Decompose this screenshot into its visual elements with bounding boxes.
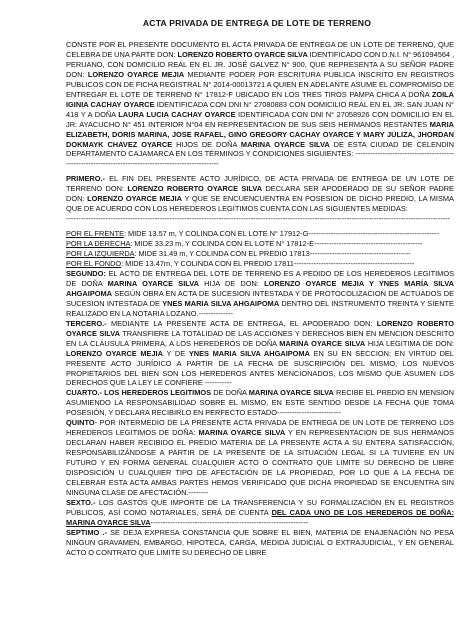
clause-tercero: [66, 319, 454, 389]
text-run: TRANSFIERE LA TOTALIDAD DE LAS ACCIONES Y DERECHOS BIEN EN MENCION DESCRITO EN LA CLÁUSULA PRIMERA, A LOS HEREDEROS DE DOÑA: [66, 328, 454, 348]
clause-segundo: [66, 269, 454, 319]
text-run: IDENTIFICADA CON DNI N° 27080883 CON DOMICILIO REAL EN EL JR: SAN JUAN N° 418 Y A DOÑA: [66, 99, 455, 119]
text-run: DENTRO DEL INSTRUMENTO TREINTA Y SIENTE REALIZADO EN LA NOTARIA LOZANO.--------------: [66, 298, 454, 318]
bold-text-run: DEL CADA UNO DE LOS HEREDEROS DE DOÑA: MARINA OYARCE SILVA: [66, 507, 454, 527]
text-run: HIJOS DE DOÑA: [172, 139, 241, 149]
text-run: DE ESTA CIUDAD DE CELENDIN DEPARTAMENTO CAJAMARCA EN LOS TÉRMINOS Y CONDICIONES SIGUIENTES: ------------------------------------------------------------------------------------------------------: [66, 139, 454, 169]
clause-septimo: [66, 528, 454, 558]
text-run: DE DOÑA: [211, 388, 249, 398]
lindero-frente: [66, 229, 454, 239]
lindero-derecha: [66, 239, 454, 249]
text-run: - POR INTERMEDIO DE LA PRESENTE ACTA PRIVADA DE ENTREGA DE UN LOTE DE TERRENO LOS HEREDEROS LEGITIMOS DE DOÑA:: [66, 418, 454, 438]
text-run: EL ACTO DE ENTREGA DEL LOTE DE TERRENO ES A PEDIDO DE LOS HEREDEROS LEGITIMOS DE DOÑA: [66, 268, 454, 288]
text-run: HIJA DE DON:: [198, 278, 265, 288]
lindero-label: POR EL FONDO: [66, 259, 122, 269]
bold-text-run: LORENZO ROBERTO OYARCE SILVA: [66, 318, 454, 338]
text-run: ----------------------------------------------------------------: [150, 517, 309, 527]
text-run: SE DEJA EXPRESA CONSTANCIA QUE SOBRE EL BIEN, MATERIA DE ENAJENACIÓN NO PESA NINGUN GRAVAMEN, EMBARGO, HIPOTECA, CARGA, MEDIDA JUDICIAL O EXTRAJUDICIAL, Y EN GENERAL ACTO O CONTRATO QUE LIMITE SU DERECHO DE LIBRE: [66, 527, 454, 557]
text-run: IDENTIFICADO CON D.N.I. N° 961094564 , PERUANO, CON DOMICILIO REAL EN EL JR. JOSÉ GALVEZ N° 900, QUE REPRESENTA A SU SEÑOR PADRE DON:: [66, 49, 454, 79]
bold-text-run: QUINTO: [66, 418, 95, 428]
bold-text-run: ZOILA IGINIA CACHAY OYARCE: [66, 89, 454, 109]
lindero-text: : MIDE 31.49 m, Y COLINDA CON EL PREDIO 17813-----------------------------------------: [134, 249, 411, 259]
bold-text-run: LORENZO OYARCE MEJIA: [87, 69, 185, 79]
document-body: [66, 40, 454, 558]
lindero-text: : MIDE 33.23 m, Y COLINDA CON EL LOTE N° 17812-E--------------------------------------------: [130, 239, 423, 249]
lindero-label: POR LA DERECHA: [66, 239, 131, 249]
bold-text-run: MARINA OYARCE SILVA: [248, 388, 334, 398]
clause-primero: [66, 174, 454, 214]
lindero-text: : MIDE 13.57 m, Y COLINDA CON EL LOTE N° 17912-G-----------------------------------------------------: [124, 229, 439, 239]
lindero-label: POR LA IZQUIERDA: [66, 249, 135, 259]
text-run: CONSTE POR EL PRESENTE DOCUMENTO EL ACTA PRIVADA DE ENTREGA DE UN LOTE DE TERRENO, QUE CELEBRA DE UNA PARTE DON:: [66, 40, 454, 59]
bold-text-run: TERCERO.-: [66, 318, 107, 328]
bold-text-run: MARINA OYARCE SILVA: [198, 428, 286, 438]
text-run: MEDIANTE PODER POR ESCRITURA PUBLICA INSCRITO EN REGISTROS PUBLICOS CON DE FICHA REGISTRAL N° 2014-00013721 A QUIEN EN ADELANTE ASUME EL COMPROMISO DE ENTREGAR EL LOTE DE TERRENO N° 17812-F UBICADO EN LOS TRES TIROS PAMPA CHICA A DOÑA: [66, 69, 454, 99]
intro-paragraph: [66, 40, 454, 169]
text-run: DECLARA SER APODERADO DE SU SEÑOR PADRE DON:: [66, 184, 454, 204]
bold-text-run: MARINA OYARCE SILVA: [240, 139, 330, 149]
separator-line: ------------------------------------------------------------------------------------------------------------------------------------------------------------: [66, 214, 450, 224]
lindero-izquierda: [66, 249, 454, 259]
bold-text-run: YNES MARIA SILVA AHGAIPOMA: [188, 348, 310, 358]
bold-text-run: LAURA LUCIA CACHAY OYARCE: [118, 109, 236, 119]
lindero-label: POR EL FRENTE: [66, 229, 125, 239]
bold-text-run: LORENZO ROBERTO OYARCE SILVA: [127, 184, 263, 194]
text-run: RECIBE EL PREDIO EN MENSION ASUMIENDO LA RESPONSABILIDAD SOBRE EL MISMO, EN ESTE SENTIDO DESDE LA FECHA QUE TOMA POSESIÓN, Y DECLARA RECIBIRLO EN PERFECTO ESTADO--------------------------: [66, 388, 454, 418]
bold-text-run: LORENZO OYARCE MEJIA Y YNES MARÍA SILVA AHGAIPOMA: [66, 278, 454, 298]
text-run: EL FIN DEL PRESENTE ACTO JURÍDICO, DE ACTA PRIVADA DE ENTREGA DE UN LOTE DE TERRENO DON:: [66, 174, 454, 194]
text-run: Y DE: [162, 348, 189, 358]
clause-cuarto: [66, 388, 454, 418]
bold-text-run: SEXTO.-: [66, 497, 96, 507]
lindero-fondo: [66, 259, 454, 269]
clause-sexto: [66, 498, 454, 528]
bold-text-run: PRIMERO.-: [66, 174, 106, 184]
text-run: EN SU EN SECCION; EN VIRTUD DEL PRESENTE ACTO JURÍDICO A PARTIR DE LA FECHA DE SUSCRIPCIÓN DEL MISMO, LOS NUEVOS PROPIETARIOS DEL BIEN SON LOS HEREDEROS ANTES MENCIONADOS, LOS MISMO QUE ASUMEN LOS DERECHOS QUE LA LEY LE CONFIERE -----------: [66, 348, 454, 388]
bold-text-run: MARINA OYARCE SILVA: [107, 278, 199, 288]
bold-text-run: LORENZO ROBERTO OYARCE SILVA: [177, 49, 308, 59]
text-run: IDENTIFICADA CON DNI N° 27058926 CON DOMICILIO EN EL JR: AYACUCHO N° 451 INTERIOR N°04 EN REPRESENTACION DE SUS SEIS HERMANOS RESTANTES: [66, 109, 454, 129]
lindero-text: : MIDE 13.47m, Y COLINDA CON EL PREDIO 17811-------------------------------------------------: [121, 259, 415, 269]
bold-text-run: CUARTO.- LOS HEREDEROS LEGITIMOS: [66, 388, 212, 398]
text-run: MEDIANTE LA PRESENTE ACTA DE ENTREGA, EL APODERADO DON:: [106, 318, 377, 328]
bold-text-run: YNES MARIA SILVA AHGAIPOMA: [162, 298, 280, 308]
bold-text-run: SEGUNDO:: [66, 268, 106, 278]
text-run: Y EN REPRESENTACION DE SUS HERMANOS DECLARAN HABER RECIBIDO EL PREDIO MATERIA DE LA PRESENTE ACTA A SU ENTERA SATISFACCIÓN, RESPONSABILIZÁNDOSE A PARTIR DE LA PRESENTE DE LA SITUACIÓN LEGAL SI LA TUVIERE EN UN FUTURO Y EN FORMA GENERAL CUALQUIER ACTO O CONTRATO QUE LIMITE SU DERECHO DE LIBRE DISPOSICIÓN U CUALQUIER TIPO DE AFECTACIÓN DE LA PROPIEDAD, POR LO QUE A LA FECHA DE CELEBRAR ESTA ACTA AMBAS PARTES HEMOS VERIFICADO QUE DICHA PROPIEDAD SE ENCUENTRA SIN NINGUNA CLASE DE AFECTACIÓN.--------: [66, 428, 454, 497]
bold-text-run: LORENZO OYARCE MEJIA: [66, 348, 163, 358]
text-run: Y QUE SE ENCUENCUENTRA EN POSESION DE DICHO PREDIO, LA MISMA QUE DE ACUERDO CON LOS HEREDEROS LEGITIMOS CUENTA CON LAS SIGUIENTES MEDIDAS:: [66, 194, 454, 214]
bold-text-run: MARIA ELIZABETH, DORIS MARINA, JOSE RAFAEL, GINO GREGORY CACHAY OYARCE Y MARY JULIZA, JHORDAN DOKMAYK CHAVEZ OYARCE: [66, 119, 454, 149]
text-run: LOS GASTOS QUE IMPORTE DE LA TRANSFERENCIA Y SU FORMALIZACIÓN EN EL REGISTROS PÚBLICOS, ASÍ COMO NOTARIALES, SERÁ DE CUENTA: [66, 497, 454, 517]
bold-text-run: LORENZO OYARCE MEJIA: [87, 194, 182, 204]
document-title: ACTA PRIVADA DE ENTREGA DE LOTE DE TERRENO: [142, 18, 372, 28]
bold-text-run: MARINA OYARCE SILVA: [279, 338, 366, 348]
clause-quinto: [66, 418, 454, 498]
text-run: HIJA LEGITIMA DE DON:: [365, 338, 454, 348]
bold-text-run: SEPTIMO .-: [66, 527, 107, 537]
text-run: SEGÚN OBRA EN ACTA DE SUCESION INTESTADA Y DE PROTOCOLIZACION DE ACTUADOS DE SUCESION INTESTADA DE: [66, 288, 454, 308]
